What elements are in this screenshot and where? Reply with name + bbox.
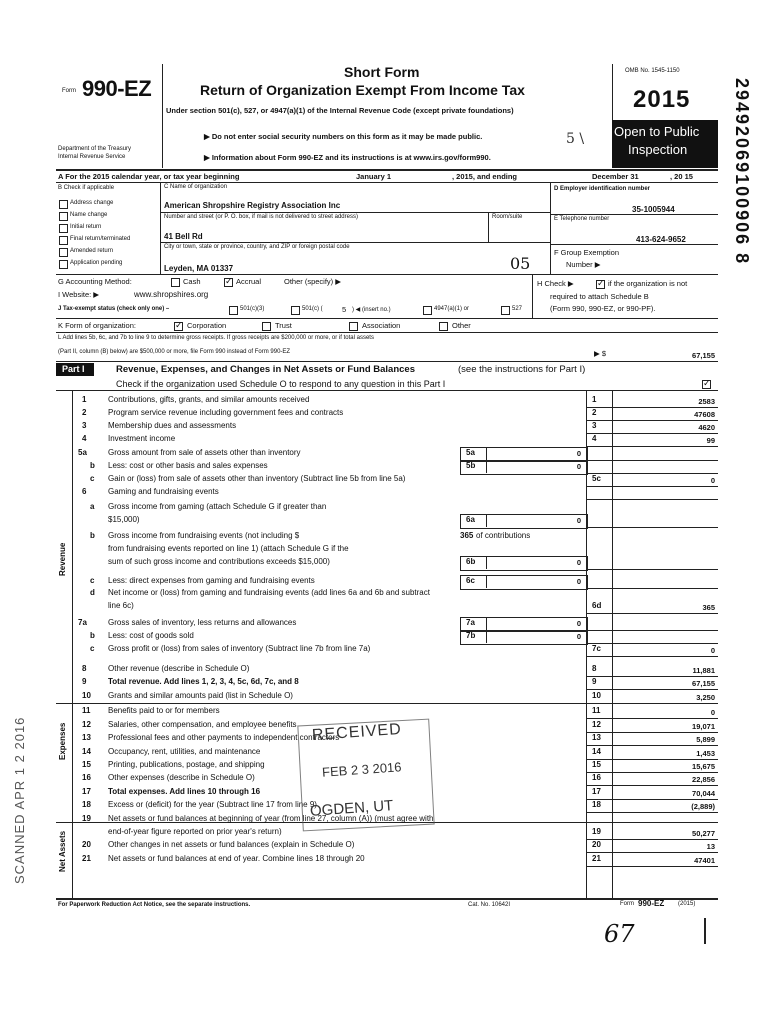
line-number: 8 [82,664,87,673]
b-initial-return: Initial return [70,224,102,230]
other-method-label: Other (specify) ▶ [284,277,342,286]
footer-form-number: 990-EZ [638,899,665,908]
checkbox-corporation[interactable] [174,322,183,331]
line-number: 19 [82,814,91,823]
line-description: Excess or (deficit) for the year (Subtract line 17 from line 9) [108,800,317,809]
line-number: a [90,502,95,511]
line-code: 2 [592,408,597,417]
line-description: end-of-year figure reported on prior year's return) [108,827,282,836]
form-prefix: Form [62,88,76,94]
open-to-public: Open to Public [614,124,700,139]
line-number: 4 [82,434,87,443]
city-label: City or town, state or province, country, and ZIP or foreign postal code [164,244,350,250]
line-amount[interactable]: 2583 [698,397,715,406]
line-description: Investment income [108,434,176,443]
line-amount[interactable]: 50,277 [692,829,715,838]
accrual-label: Accrual [236,277,262,286]
line-description: Less: cost or other basis and sales expenses [108,461,268,470]
gross-receipts: 67,155 [692,351,715,360]
checkbox-501c3[interactable] [229,306,238,315]
line-amount[interactable]: 0 [710,476,715,485]
line-code: 18 [592,800,601,809]
stamp-date: FEB 2 3 2016 [321,759,402,780]
subtitle: Under section 501(c), 527, or 4947(a)(1) of the Internal Revenue Code (except private foundations) [166,106,514,115]
line-description: Membership dues and assessments [108,421,237,430]
line-code: 20 [592,840,601,849]
inline-line-code: 5b [466,461,476,470]
line-code: 19 [592,827,601,836]
checkbox-4947[interactable] [423,306,432,315]
j-501c: 501(c) ( [302,306,323,312]
line-number: c [90,474,95,483]
line-code: 14 [592,747,601,756]
inline-amount-value[interactable]: 0 [576,632,581,641]
room-suite-label: Room/suite [492,214,523,220]
checkbox-name-change[interactable] [59,212,68,221]
inline-line-code: 6b [466,557,476,566]
line-number: c [90,576,95,585]
line-description: Total expenses. Add lines 10 through 16 [108,787,261,796]
line-description: of contributions [476,531,531,540]
checkbox-address-change[interactable] [59,200,68,209]
line-number: 6 [82,487,87,496]
line-amount[interactable]: 3,250 [696,693,715,702]
footer-form-prefix: Form [620,901,634,907]
line-code: 7c [592,644,601,653]
handwritten-mark-2 [704,918,706,944]
line-description: Program service revenue including government fees and contracts [108,408,344,417]
inline-amount-value[interactable]: 0 [576,558,581,567]
street-label: Number and street (or P. O. box, if mail is not delivered to street address) [164,214,358,220]
line-number: 5a [78,448,87,457]
line-number: c [90,644,95,653]
checkbox-501c[interactable] [291,306,300,315]
line-amount[interactable]: 0 [710,708,715,717]
checkbox-final-return[interactable] [59,236,68,245]
tax-year-end: December 31 [592,172,639,181]
tax-exempt-label: J Tax-exempt status (check only one) – [58,306,170,312]
scanned-stamp: SCANNED APR 1 2 2016 [12,716,27,884]
line-number: 9 [82,677,87,686]
line-amount[interactable]: 1,453 [696,749,715,758]
line-description: $15,000) [108,515,140,524]
stamp-ogden: OGDEN, UT [309,797,394,820]
handwritten-mark: 5 \ [566,131,585,147]
org-name: American Shropshire Registry Association Inc [164,201,341,210]
form-number: 990-EZ [82,76,152,101]
checkbox-527[interactable] [501,306,510,315]
line-code: 9 [592,677,597,686]
inline-line-code: 6c [466,576,475,585]
tax-year-begin: January 1 [356,172,392,181]
footer-cat-no: Cat. No. 10642I [468,902,511,908]
inline-amount-value[interactable]: 0 [576,516,581,525]
line-amount[interactable]: 5,899 [696,735,715,744]
line-number: 12 [82,720,91,729]
line-description: Net assets or fund balances at beginning of year (from line 27, column (A)) (must agree with [108,814,434,823]
line-description: Net assets or fund balances at end of year. Combine lines 18 through 20 [108,854,365,863]
line-description: Professional fees and other payments to independent contractors [108,733,340,742]
info-note: ▶ Information about Form 990-EZ and its instructions is at www.irs.gov/form990. [204,153,491,162]
k-other: Other [452,321,471,330]
handwritten-05: 05 [510,254,531,273]
street-address: 41 Bell Rd [164,232,203,241]
part-i-tag: Part I [62,364,85,374]
line-amount[interactable]: 47608 [694,410,715,419]
telephone-label: E Telephone number [554,216,610,222]
line-description: line 6c) [108,601,134,610]
inline-line-code: 7b [466,631,476,640]
line-amount[interactable]: (2,889) [691,802,715,811]
side-dln-stamp: 29492069100906 8 [732,78,752,266]
tax-year: 2015 [633,86,691,113]
schedule-o-check: Check if the organization used Schedule O to respond to any question in this Part I [116,379,446,389]
line-amount[interactable]: 67,155 [692,679,715,688]
line-code: 12 [592,720,601,729]
b-name-change: Name change [70,212,108,218]
line-description: Gaming and fundraising events [108,487,219,496]
website-label: I Website: ▶ [58,290,100,299]
accounting-method-label: G Accounting Method: [58,277,132,286]
checkbox-initial-return[interactable] [59,224,68,233]
line-description: Gross profit or (loss) from sales of inventory (Subtract line 7b from line 7a) [108,644,371,653]
checkbox-schedule-o[interactable] [702,380,711,389]
part-i-title2: (see the instructions for Part I) [458,364,586,375]
line-number: 1 [82,395,87,404]
line-code: 6d [592,601,602,610]
j-4947: 4947(a)(1) or [434,306,470,312]
line-h-text2: required to attach Schedule B [550,292,649,301]
tax-year-end-year: , 20 15 [670,172,693,181]
line-description: Gain or (loss) from sale of assets other than inventory (Subtract line 5b from line 5a) [108,474,406,483]
line-number: 11 [82,706,91,715]
line-number: b [90,461,95,470]
b-final-return: Final return/terminated [70,236,131,242]
ein-label: D Employer identification number [554,186,651,192]
group-exemption-label: F Group Exemption [554,248,620,257]
line-description: Printing, publications, postage, and shipping [108,760,265,769]
checkbox-amended-return[interactable] [59,248,68,257]
line-amount[interactable]: 0 [710,646,715,655]
inline-line-code: 6a [466,515,475,524]
inline-line-code: 7a [466,618,475,627]
line-number: 13 [82,733,91,742]
line-number: 10 [82,691,91,700]
b-address-change: Address change [70,200,114,206]
line-code: 21 [592,854,601,863]
j-501c3: 501(c)(3) [240,306,265,312]
line-amount[interactable]: 365 [702,603,715,612]
line-code: 11 [592,706,601,715]
inline-amount-value[interactable]: 0 [576,462,581,471]
j-527: 527 [512,306,523,312]
line-description: Other revenue (describe in Schedule O) [108,664,250,673]
line-code: 4 [592,434,597,443]
line-number: d [90,588,95,597]
b-application-pending: Application pending [70,260,123,266]
line-description: Less: cost of goods sold [108,631,194,640]
k-trust: Trust [275,321,292,330]
line-number: 2 [82,408,87,417]
k-corporation: Corporation [187,321,227,330]
line-code: 8 [592,664,597,673]
ssn-note: ▶ Do not enter social security numbers on this form as it may be made public. [204,132,483,141]
line-amount[interactable]: 22,856 [692,775,715,784]
telephone-value: 413-624-9652 [636,235,686,244]
part-i-title: Revenue, Expenses, and Changes in Net Assets or Fund Balances [116,364,415,375]
line-amount[interactable]: 13 [706,842,715,851]
checkbox-accrual[interactable] [224,278,233,287]
line-amount[interactable]: 99 [706,436,715,445]
line-code: 1 [592,395,597,404]
inspection: Inspection [628,142,688,157]
fundraising-contributions-amount: 365 [460,531,474,540]
irs-label: Internal Revenue Service [58,154,126,160]
line-description: Total revenue. Add lines 1, 2, 3, 4, 5c, 6d, 7c, and 8 [108,677,299,686]
checkbox-application-pending[interactable] [59,260,68,269]
handwritten-page: 67 [604,920,635,948]
line-code: 17 [592,787,601,796]
website-value[interactable]: www.shropshires.org [134,290,209,299]
k-association: Association [362,321,401,330]
line-description: Contributions, gifts, grants, and similar amounts received [108,395,310,404]
line-description: Less: direct expenses from gaming and fundraising events [108,576,315,585]
line-code: 15 [592,760,601,769]
city-state-zip: Leyden, MA 01337 [164,264,234,273]
line-description: sum of such gross income and contributions exceeds $15,000) [108,557,330,566]
line-number: 20 [82,840,91,849]
b-amended-return: Amended return [70,248,114,254]
checkbox-schedule-b[interactable] [596,280,605,289]
title-main: Return of Organization Exempt From Income Tax [200,82,525,98]
line-description: Gross amount from sale of assets other than inventory [108,448,301,457]
side-label-expenses: Expenses [58,722,67,760]
line-number: 16 [82,773,91,782]
line-number: 15 [82,760,91,769]
line-amount[interactable]: 15,675 [692,762,715,771]
line-l-text1: L Add lines 5b, 6c, and 7b to line 9 to determine gross receipts. If gross receipts are $200,000 or more, or if total assets [58,335,374,341]
section-b-label: B Check if applicable [58,185,115,191]
inline-amount-value[interactable]: 0 [576,449,581,458]
footer-paperwork: For Paperwork Reduction Act Notice, see the separate instructions. [58,902,251,908]
line-description: Grants and similar amounts paid (list in Schedule O) [108,691,293,700]
line-description: Gross income from gaming (attach Schedule G if greater than [108,502,327,511]
line-number: 14 [82,747,91,756]
line-number: 18 [82,800,91,809]
inline-amount-value[interactable]: 0 [576,619,581,628]
footer-form-year: (2015) [678,901,696,907]
line-description: Other changes in net assets or fund balances (explain in Schedule O) [108,840,355,849]
checkbox-other-org[interactable] [439,322,448,331]
line-a-label: A For the 2015 calendar year, or tax year beginning [58,172,240,181]
checkbox-trust[interactable] [262,322,271,331]
group-exemption-number: Number ▶ [566,260,601,269]
line-number: 21 [82,854,91,863]
title-short-form: Short Form [344,64,420,80]
tax-year-mid: , 2015, and ending [452,172,518,181]
line-h-text: if the organization is not [608,279,688,288]
j-insert-no: 5 [342,305,347,314]
line-number: b [90,631,95,640]
checkbox-association[interactable] [349,322,358,331]
line-description: Net income or (loss) from gaming and fundraising events (add lines 6a and 6b and subtract [108,588,430,597]
line-description: Other expenses (describe in Schedule O) [108,773,255,782]
inline-line-code: 5a [466,448,475,457]
line-description: from fundraising events reported on line 1) (attach Schedule G if the [108,544,349,553]
omb-number: OMB No. 1545-1150 [625,68,680,74]
side-label-net-assets: Net Assets [58,830,67,872]
line-l-arrow: ▶ $ [594,349,607,358]
line-code: 3 [592,421,597,430]
line-code: 5c [592,474,601,483]
line-amount[interactable]: 47401 [694,856,715,865]
cash-label: Cash [183,277,201,286]
line-description: Occupancy, rent, utilities, and maintenance [108,747,261,756]
line-code: 13 [592,733,601,742]
line-code: 16 [592,773,601,782]
line-l-text2: (Part II, column (B) below) are $500,000 or more, file Form 990 instead of Form 990-EZ [58,349,291,355]
line-amount[interactable]: 11,881 [692,666,715,675]
dept-treasury: Department of the Treasury [58,146,132,152]
line-amount[interactable]: 4620 [698,423,715,432]
line-number: 17 [82,787,91,796]
line-h-text3: (Form 990, 990-EZ, or 990-PF). [550,304,656,313]
ein-value: 35-1005944 [632,205,675,214]
form-org-label: K Form of organization: [58,321,136,330]
org-name-label: C Name of organization [164,184,228,190]
line-h-check: H Check ▶ [537,279,574,288]
line-amount[interactable]: 70,044 [692,789,715,798]
line-number: 3 [82,421,87,430]
stamp-received: RECEIVED [311,720,403,745]
line-number: 7a [78,618,87,627]
j-insert-label: ) ◀ (insert no.) [352,307,391,313]
line-description: Gross sales of inventory, less returns and allowances [108,618,297,627]
line-number: b [90,531,95,540]
line-description: Benefits paid to or for members [108,706,220,715]
checkbox-cash[interactable] [171,278,180,287]
line-amount[interactable]: 19,071 [692,722,715,731]
side-label-revenue: Revenue [58,542,67,576]
line-description: Gross income from fundraising events (not including $ [108,531,300,540]
line-description: Salaries, other compensation, and employee benefits [108,720,297,729]
inline-amount-value[interactable]: 0 [576,577,581,586]
line-code: 10 [592,691,601,700]
